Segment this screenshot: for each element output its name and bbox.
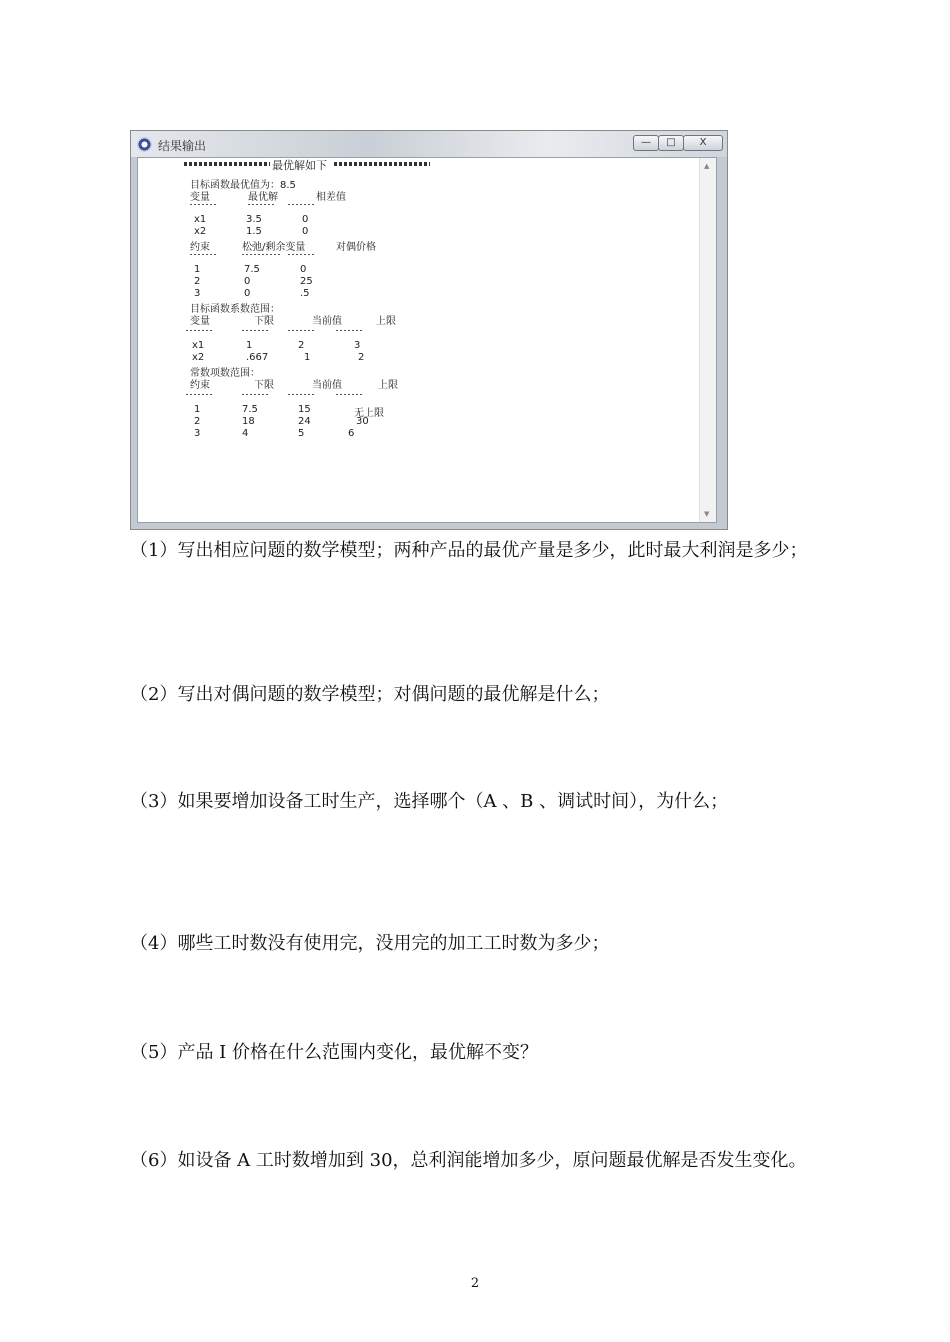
t1-cell: x1: [194, 214, 207, 225]
dash: [242, 394, 270, 395]
question-5: （5）产品 I 价格在什么范围内变化，最优解不变？: [130, 1042, 539, 1063]
t1-cell: 0: [302, 226, 309, 237]
t3-cell: 1: [246, 340, 253, 351]
dash: [336, 394, 364, 395]
dash: [190, 204, 218, 205]
dash: [242, 254, 282, 255]
question-6: （6）如设备 A 工时数增加到 30，总利润能增加多少，原问题最优解是否发生变化。: [130, 1150, 807, 1171]
t1-cell: x2: [194, 226, 207, 237]
t4-cell: 4: [242, 428, 249, 439]
dash: [242, 330, 270, 331]
t2-cell: 0: [244, 276, 251, 287]
t1-cell: 0: [302, 214, 309, 225]
t4-cell: 3: [194, 428, 201, 439]
dash: [288, 204, 316, 205]
t3-header-high: 上限: [376, 316, 396, 327]
t2-cell: 7.5: [244, 264, 260, 275]
scroll-down-icon[interactable]: ▼: [704, 510, 710, 518]
vertical-scrollbar[interactable]: [699, 158, 716, 522]
report-text: [138, 158, 698, 522]
result-window: [130, 130, 728, 530]
t2-header-slack: 松弛/剩余变量: [242, 242, 306, 253]
t4-cell: 6: [348, 428, 355, 439]
t2-cell: 1: [194, 264, 201, 275]
output-area: [137, 157, 717, 523]
question-3: （3）如果要增加设备工时生产，选择哪个（A 、B 、调试时间），为什么；: [130, 791, 729, 812]
t4-cell: 2: [194, 416, 201, 427]
t2-cell: .5: [300, 288, 310, 299]
dash: [186, 330, 214, 331]
t3-cell: 2: [358, 352, 365, 363]
dash: [288, 394, 316, 395]
t3-header-cur: 当前值: [312, 316, 342, 327]
scroll-up-icon[interactable]: ▲: [704, 162, 710, 170]
t4-cell: 1: [194, 404, 201, 415]
page-number: 2: [470, 1276, 480, 1291]
report-heading: 最优解如下: [272, 159, 327, 172]
dash: [288, 330, 316, 331]
t2-header-con: 约束: [190, 242, 210, 253]
window-title: 结果输出: [158, 139, 207, 153]
t1-header-var: 变量: [190, 192, 210, 203]
dash: [288, 254, 316, 255]
t3-header-low: 下限: [254, 316, 274, 327]
t1-cell: 1.5: [246, 226, 262, 237]
maximize-button[interactable]: □: [658, 135, 684, 151]
t4-cell: 24: [298, 416, 311, 427]
t2-cell: 3: [194, 288, 201, 299]
dash: [336, 330, 364, 331]
minimize-button[interactable]: —: [633, 135, 659, 151]
t3-cell: x2: [192, 352, 205, 363]
t3-cell: 2: [298, 340, 305, 351]
close-button[interactable]: X: [683, 135, 723, 151]
objective-value: 目标函数最优值为：8.5: [190, 180, 296, 191]
t1-header-opt: 最优解: [248, 192, 278, 203]
app-gear-icon: [137, 137, 152, 152]
t3-cell: .667: [246, 352, 269, 363]
t1-cell: 3.5: [246, 214, 262, 225]
t4-cell: 18: [242, 416, 255, 427]
t2-cell: 0: [244, 288, 251, 299]
t3-title: 目标函数系数范围：: [190, 304, 280, 315]
separator-right: [334, 162, 430, 166]
t4-cell: 无上限: [354, 408, 384, 419]
window-titlebar[interactable]: [131, 131, 727, 157]
t4-cell: 30: [356, 416, 369, 427]
t3-header-var: 变量: [190, 316, 210, 327]
t1-header-diff: 相差值: [316, 192, 346, 203]
t2-cell: 0: [300, 264, 307, 275]
t3-cell: 3: [354, 340, 361, 351]
t4-cell: 15: [298, 404, 311, 415]
separator-left: [184, 162, 270, 166]
t2-cell: 2: [194, 276, 201, 287]
t4-header-low: 下限: [254, 380, 274, 391]
t3-cell: 1: [304, 352, 311, 363]
t4-header-con: 约束: [190, 380, 210, 391]
t2-cell: 25: [300, 276, 313, 287]
dash: [248, 204, 276, 205]
question-4: （4）哪些工时数没有使用完，没用完的加工工时数为多少；: [130, 933, 610, 954]
t4-cell: 7.5: [242, 404, 258, 415]
t2-header-dual: 对偶价格: [336, 242, 376, 253]
question-2: （2）写出对偶问题的数学模型；对偶问题的最优解是什么；: [130, 684, 610, 705]
t4-cell: 5: [298, 428, 305, 439]
dash: [186, 394, 214, 395]
t4-title: 常数项数范围：: [190, 368, 260, 379]
t4-header-cur: 当前值: [312, 380, 342, 391]
t4-header-high: 上限: [378, 380, 398, 391]
dash: [190, 254, 218, 255]
question-1: （1）写出相应问题的数学模型；两种产品的最优产量是多少，此时最大利润是多少；: [130, 540, 808, 561]
t3-cell: x1: [192, 340, 205, 351]
